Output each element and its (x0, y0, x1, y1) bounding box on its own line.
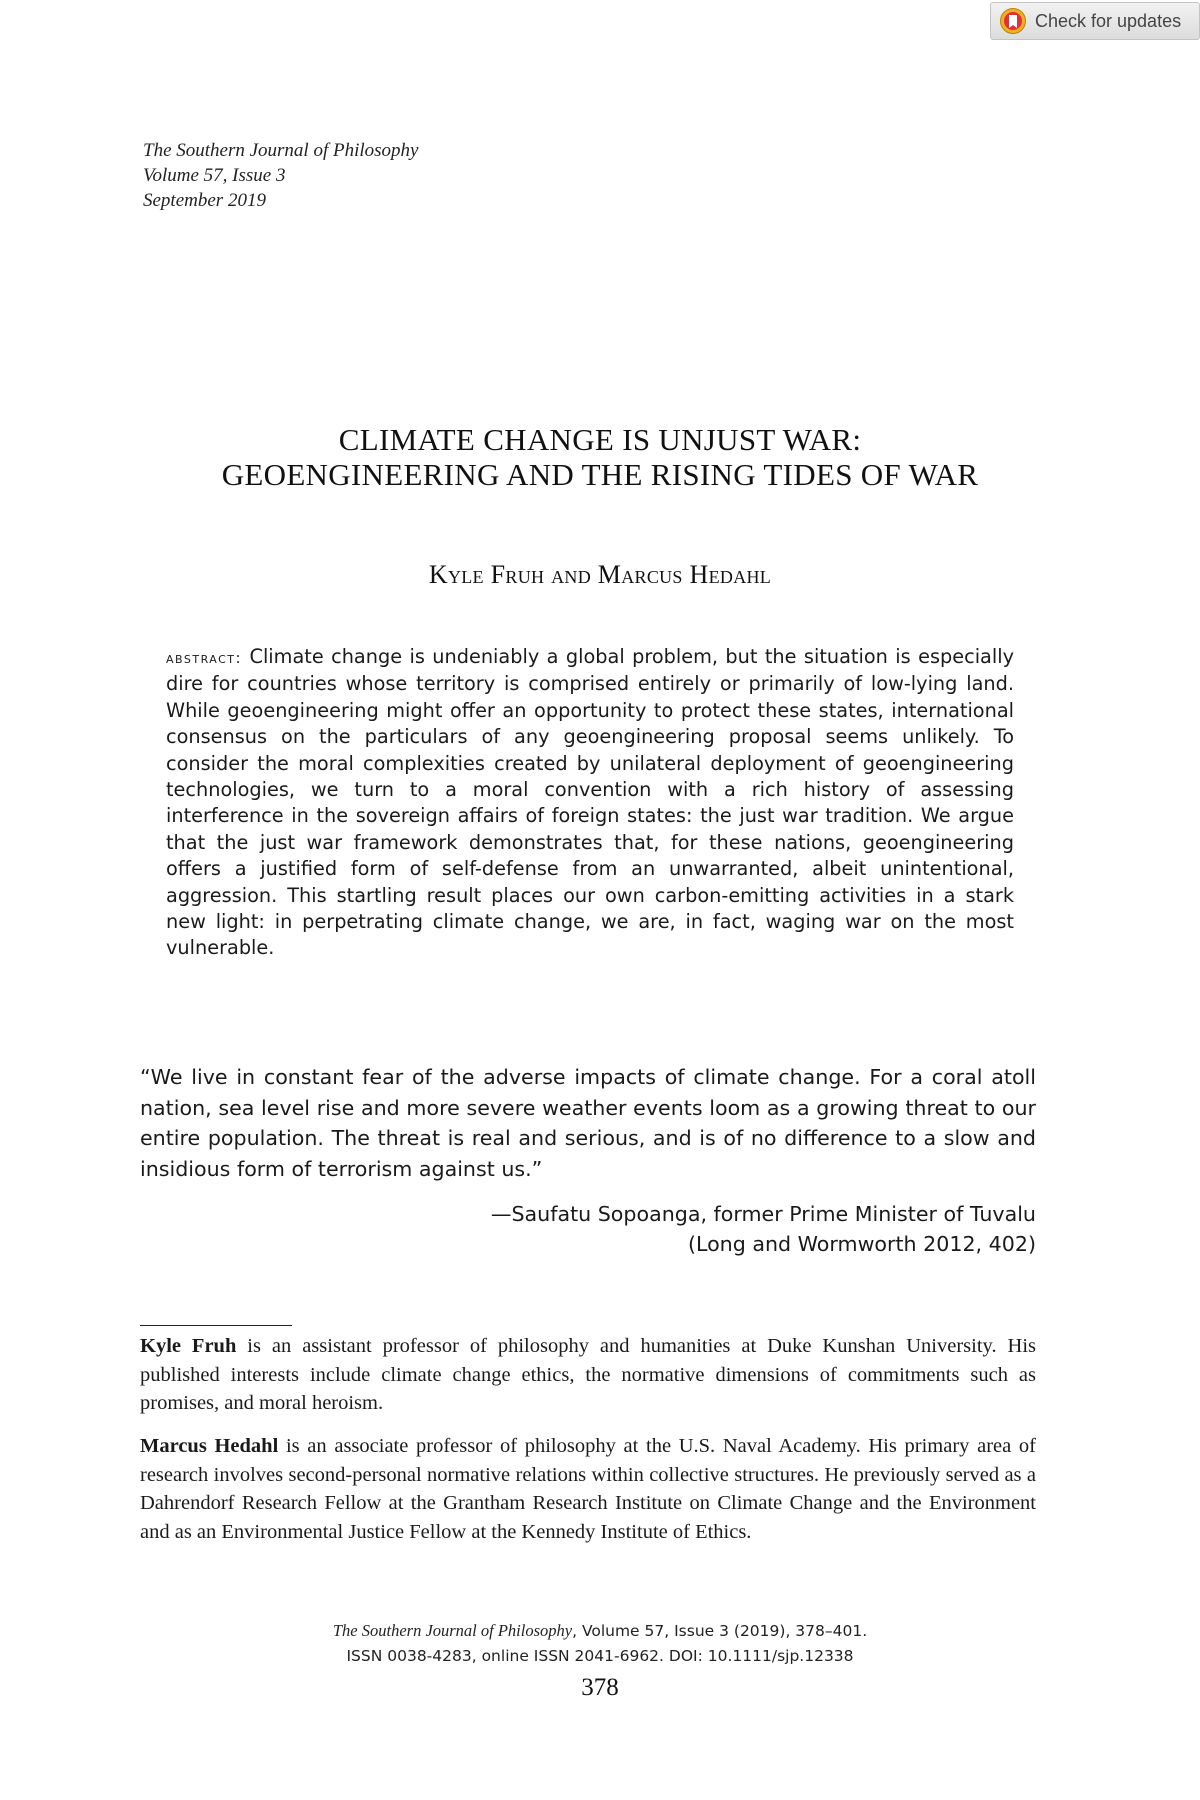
citation-footer (100, 1618, 1100, 1669)
footnote-divider (140, 1325, 292, 1326)
epigraph-quote: “We live in constant fear of the adverse impacts of climate change. For a coral atoll nation, sea level rise and more severe weather events loom as a growing threat to our entire population. The threat is real and serious, and is of no difference to a slow and insidious form of terrorism against us.” (140, 1065, 1036, 1181)
epigraph-attribution (491, 1199, 1036, 1259)
author-bio-text: is an assistant professor of philosophy and humanities at Duke Kunshan University. His published interests include climate change ethics, the normative dimensions of commitments such as promises, and moral heroism. (140, 1335, 1036, 1414)
author-bio-name: Kyle Fruh (140, 1335, 237, 1357)
citation-issn: ISSN 0038-4283, online ISSN 2041-6962. DOI: 10.1111/sjp.12338 (346, 1647, 854, 1665)
author-bio-text: is an associate professor of philosophy at the U.S. Naval Academy. His primary area of research involves second-personal normative relations within collective structures. He previously served as a Dahrendorf Research Fellow at the Grantham Research Institute on Climate Change and the Environment and as an Environmental Justice Fellow at the Kennedy Institute of Ethics. (140, 1435, 1036, 1543)
epigraph-attribution-source: (Long and Wormworth 2012, 402) (687, 1232, 1036, 1256)
author-bio-hedahl (140, 1432, 1036, 1546)
citation-journal: The Southern Journal of Philosophy (332, 1621, 573, 1640)
abstract (166, 644, 1014, 962)
author-bio-name: Marcus Hedahl (140, 1435, 279, 1457)
citation-line-1 (100, 1618, 1100, 1644)
journal-name: The Southern Journal of Philosophy (143, 140, 419, 161)
article-title-line-2: GEOENGINEERING AND THE RISING TIDES OF WAR (221, 457, 979, 492)
check-for-updates-label: Check for updates (1035, 10, 1182, 31)
article-title-line-1: CLIMATE CHANGE IS UNJUST WAR: (338, 422, 862, 457)
page-number: 378 (581, 1674, 619, 1701)
abstract-label: abstract: (166, 649, 243, 667)
article-title (100, 422, 1100, 492)
journal-header (143, 138, 418, 213)
journal-volume-issue: Volume 57, Issue 3 (143, 165, 286, 186)
check-for-updates-icon (999, 7, 1027, 35)
article-authors: Kyle Fruh and Marcus Hedahl (428, 560, 772, 589)
abstract-text: Climate change is undeniably a global problem, but the situation is especially dire for countries whose territory is comprised entirely or primarily of low-lying land. While geoengineering might offer an opportunity to protect these states, international consensus on the particulars of any geoengineering proposal seems unlikely. To consider the moral complexities created by unilateral deployment of geoengineering technologies, we turn to a moral convention with a rich history of assessing interference in the sovereign affairs of foreign states: the just war tradition. We argue that the just war framework demonstrates that, for these nations, geoengineering offers a justified form of self-defense from an unwarranted, albeit unintentional, aggression. This startling result places our own carbon-emitting activities in a stark new light: in perpetrating climate change, we are, in fact, waging war on the most vulnerable. (166, 645, 1014, 960)
journal-date: September 2019 (143, 190, 266, 211)
epigraph-attribution-author: —Saufatu Sopoanga, former Prime Minister of Tuvalu (490, 1202, 1036, 1226)
author-bio-fruh (140, 1332, 1036, 1418)
check-for-updates-button[interactable] (990, 2, 1200, 40)
citation-details: , Volume 57, Issue 3 (2019), 378–401. (572, 1622, 868, 1640)
